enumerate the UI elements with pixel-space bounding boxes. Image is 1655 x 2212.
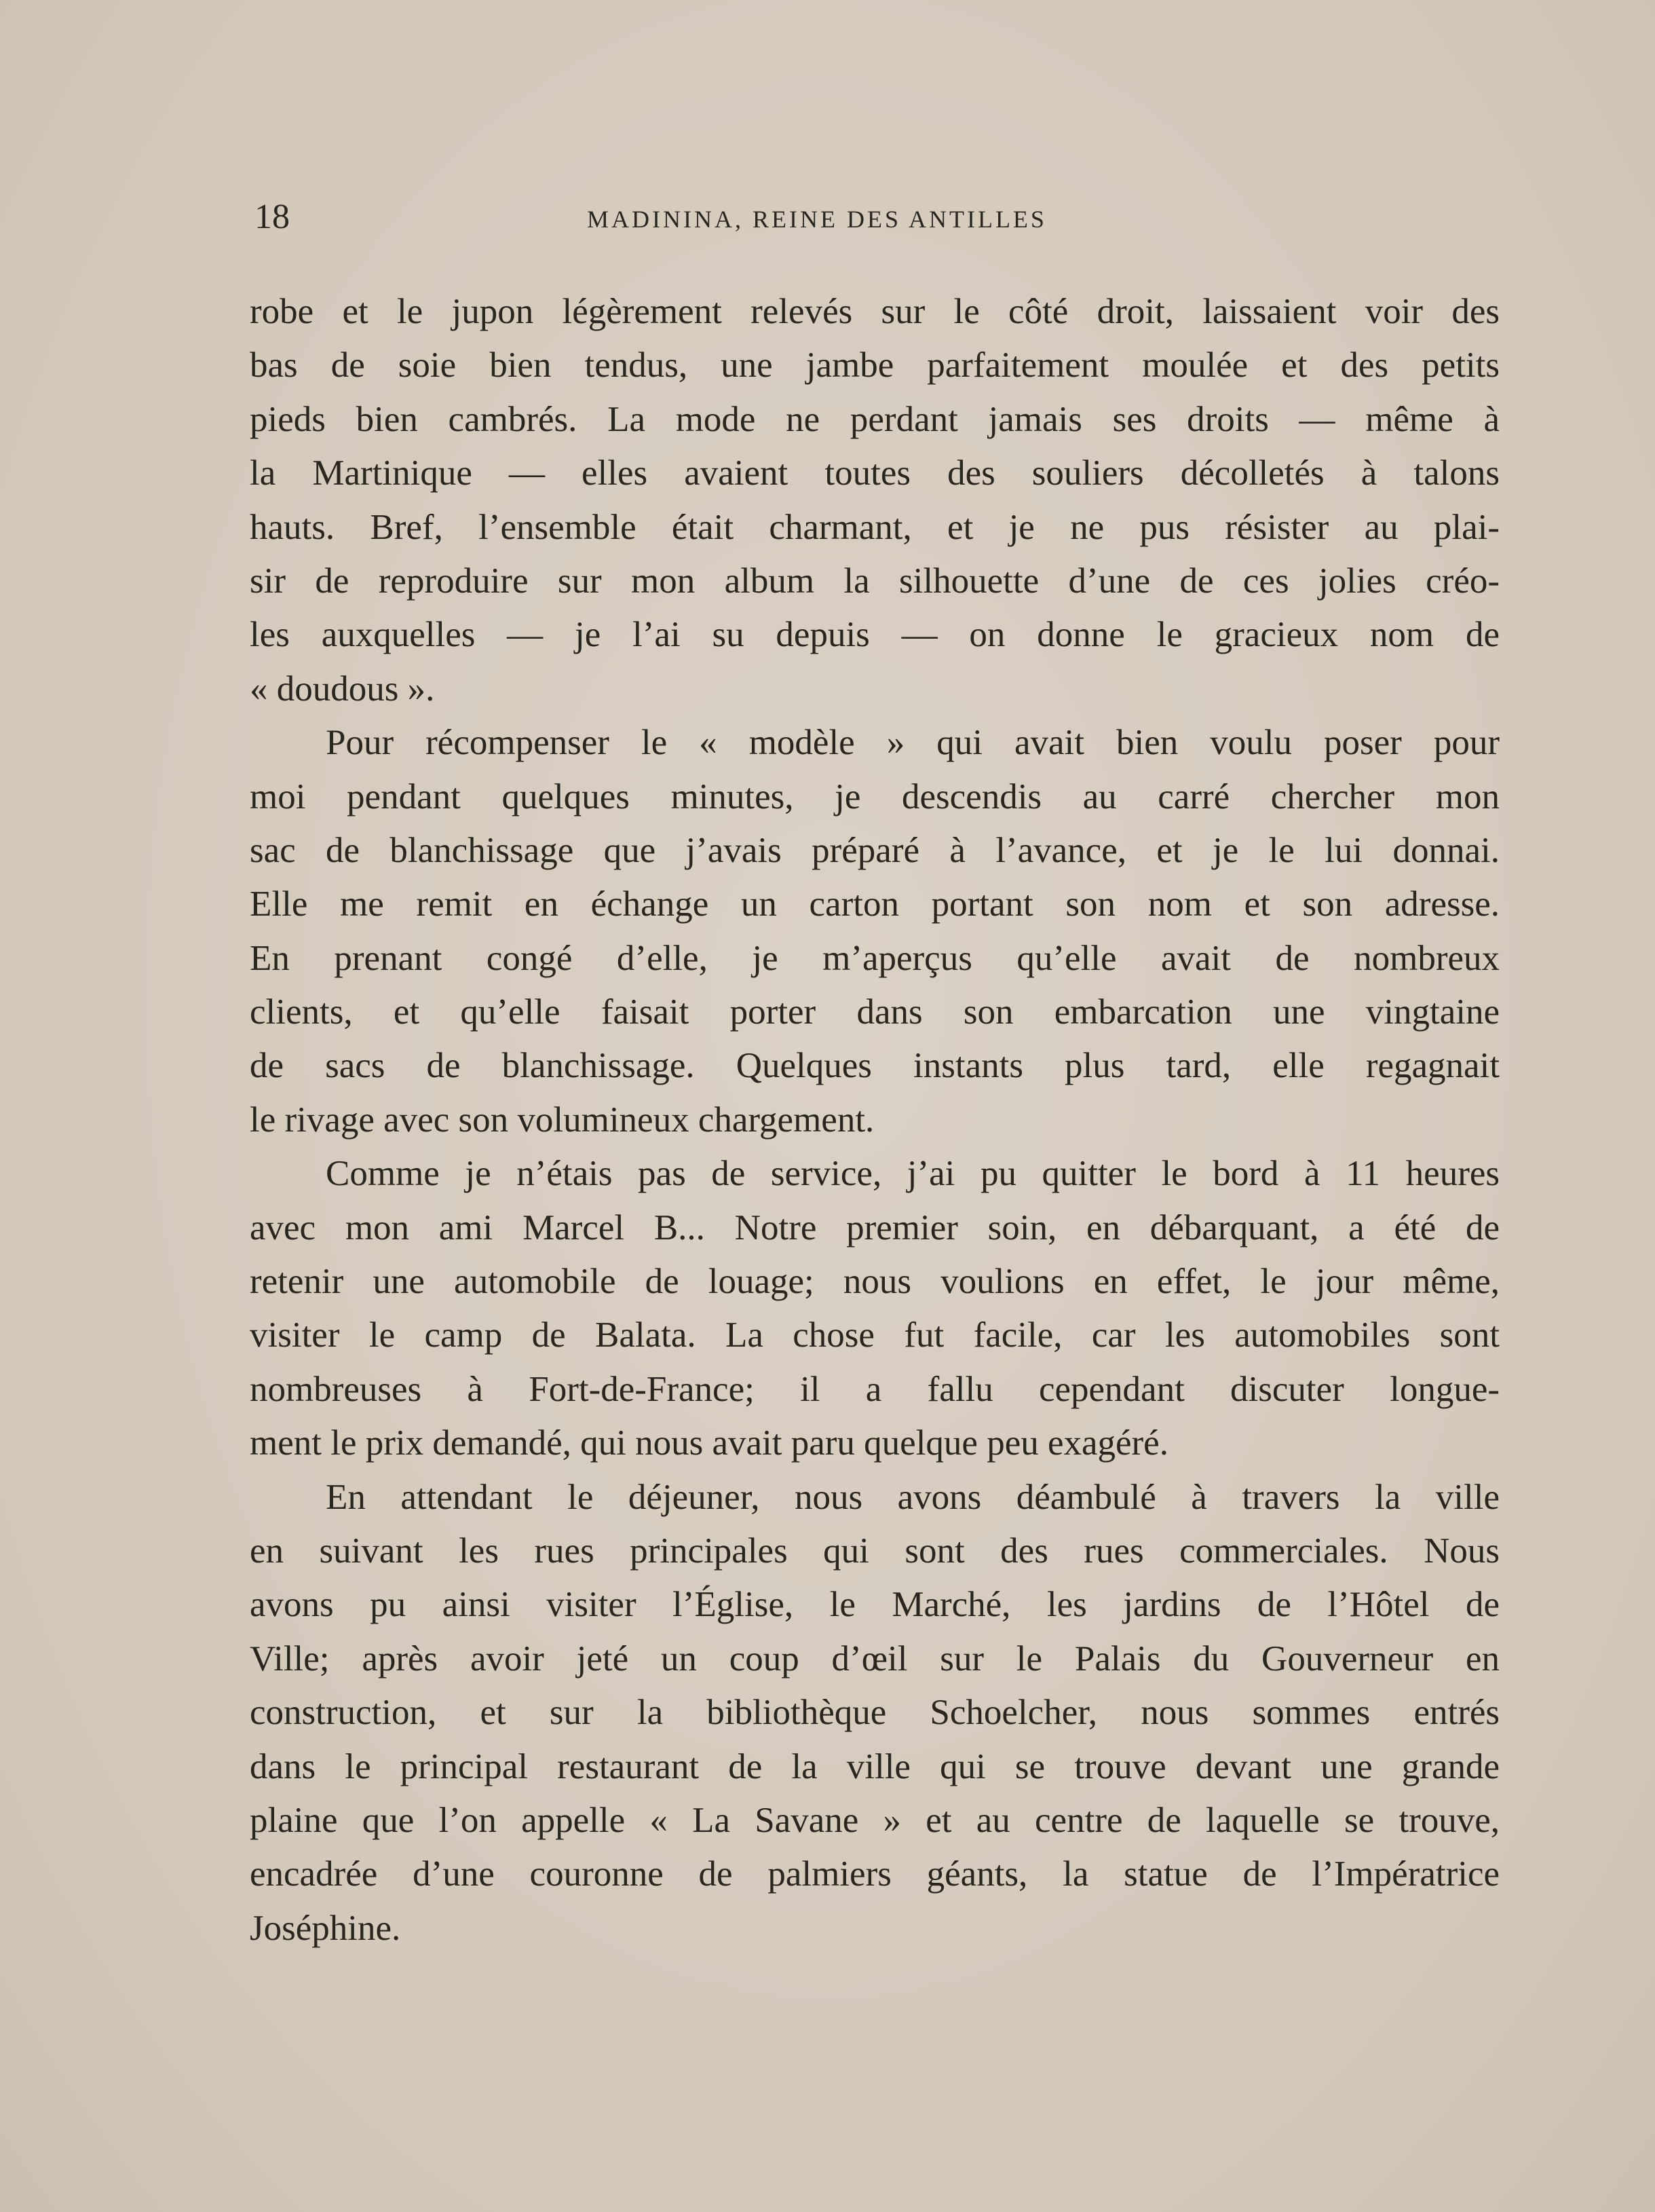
text-line: visiter le camp de Balata. La chose fut facile, car les automobiles sont <box>250 1315 1500 1355</box>
text-line: pieds bien cambrés. La mode ne perdant jamais ses droits — même à <box>250 399 1500 439</box>
text-line: la Martinique — elles avaient toutes des souliers décolletés à talons <box>250 453 1500 493</box>
text-line: Ville; après avoir jeté un coup d’œil sur le Palais du Gouverneur en <box>250 1638 1500 1679</box>
text-line: Pour récompenser le « modèle » qui avait bien voulu poser pour <box>326 723 1500 763</box>
text-line: En attendant le déjeuner, nous avons déambulé à travers la ville <box>326 1477 1500 1517</box>
text-line: En prenant congé d’elle, je m’aperçus qu’elle avait de nombreux <box>250 938 1500 978</box>
text-line: sac de blanchissage que j’avais préparé à l’avance, et je le lui donnai. <box>250 830 1500 870</box>
text-line: moi pendant quelques minutes, je descendis au carré chercher mon <box>250 776 1500 817</box>
text-line: retenir une automobile de louage; nous voulions en effet, le jour même, <box>250 1262 1500 1302</box>
paragraph <box>250 1147 1500 1470</box>
text-line: bas de soie bien tendus, une jambe parfaitement moulée et des petits <box>250 345 1500 386</box>
page-header <box>254 197 1177 244</box>
page-number: 18 <box>254 198 290 236</box>
text-line: Elle me remit en échange un carton portant son nom et son adresse. <box>250 884 1500 924</box>
text-line: avons pu ainsi visiter l’Église, le Marché, les jardins de l’Hôtel de <box>250 1585 1500 1625</box>
text-line: ment le prix demandé, qui nous avait paru quelque peu exagéré. <box>250 1423 1168 1463</box>
text-line: « doudous ». <box>250 669 435 709</box>
text-line: de sacs de blanchissage. Quelques instants plus tard, elle regagnait <box>250 1046 1500 1086</box>
text-line: sir de reproduire sur mon album la silhouette d’une de ces jolies créo- <box>250 561 1500 601</box>
paragraph <box>250 285 1500 716</box>
running-title: MADININA, REINE DES ANTILLES <box>587 206 1047 233</box>
text-line: Joséphine. <box>250 1908 401 1948</box>
text-line: le rivage avec son volumineux chargement. <box>250 1100 875 1140</box>
text-line: dans le principal restaurant de la ville qui se trouve devant une grande <box>250 1746 1500 1786</box>
text-line: nombreuses à Fort-de-France; il a fallu cependant discuter longue- <box>250 1369 1500 1409</box>
paragraph <box>250 1471 1500 1956</box>
text-line: en suivant les rues principales qui sont des rues commerciales. Nous <box>250 1531 1500 1571</box>
text-line: Comme je n’étais pas de service, j’ai pu quitter le bord à 11 heures <box>326 1154 1500 1194</box>
text-line: robe et le jupon légèrement relevés sur le côté droit, laissaient voir des <box>250 292 1500 331</box>
text-line: construction, et sur la bibliothèque Schoelcher, nous sommes entrés <box>250 1693 1500 1733</box>
text-line: plaine que l’on appelle « La Savane » et au centre de laquelle se trouve, <box>250 1800 1500 1840</box>
paragraph <box>250 716 1500 1147</box>
text-line: avec mon ami Marcel B... Notre premier soin, en débarquant, a été de <box>250 1207 1500 1248</box>
text-line: clients, et qu’elle faisait porter dans son embarcation une vingtaine <box>250 992 1500 1032</box>
text-line: les auxquelles — je l’ai su depuis — on donne le gracieux nom de <box>250 615 1500 655</box>
body-text <box>250 285 1500 1955</box>
text-line: hauts. Bref, l’ensemble était charmant, et je ne pus résister au plai- <box>250 507 1500 547</box>
text-line: encadrée d’une couronne de palmiers géants, la statue de l’Impératrice <box>250 1854 1500 1894</box>
